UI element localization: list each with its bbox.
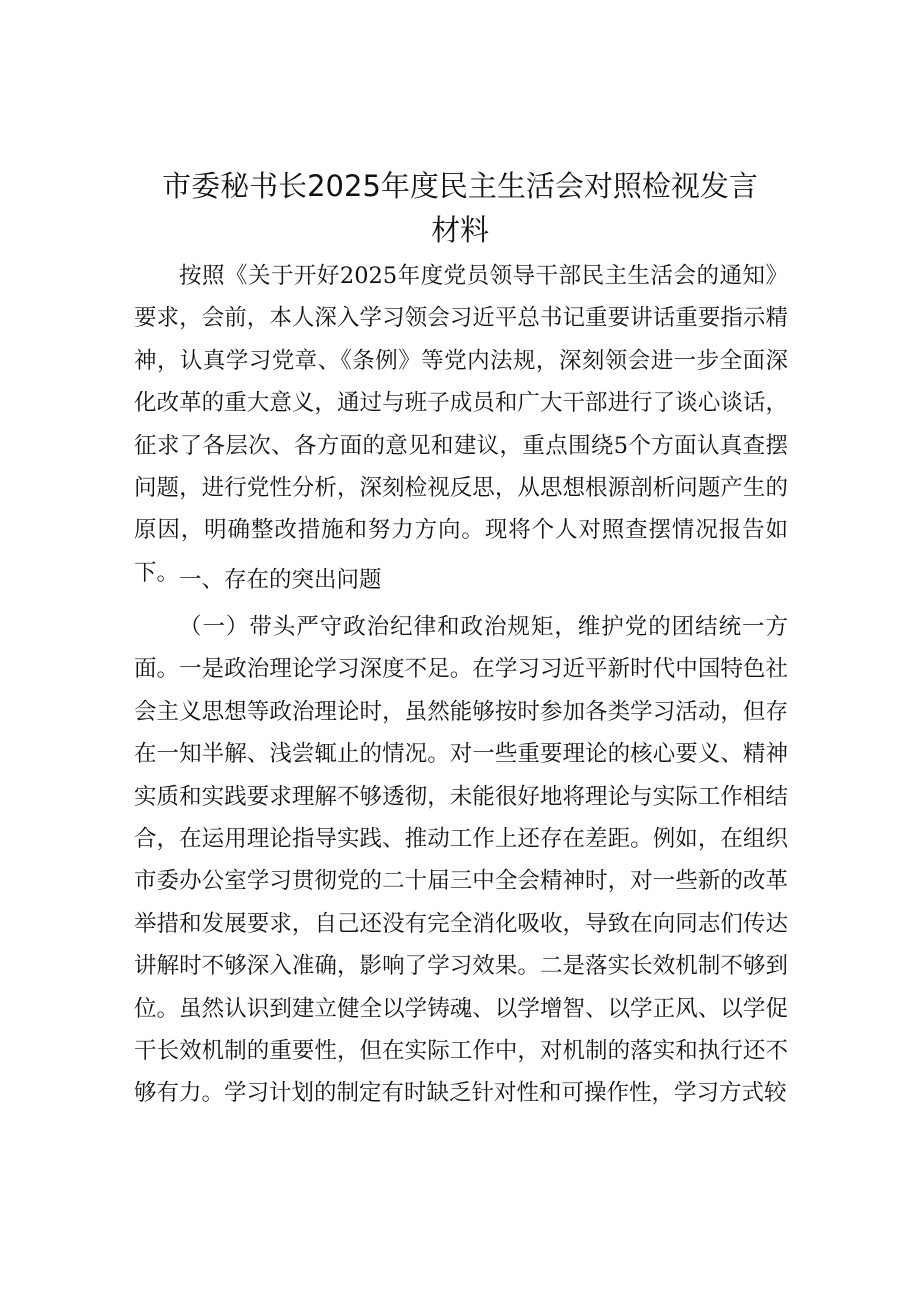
document-title-line-1: 市委秘书长2025年度民主生活会对照检视发言 — [162, 169, 758, 203]
body-paragraph: （一）带头严守政治纪律和政治规矩，维护党的团结统一方面。一是政治理论学习深度不足。在学习习近平新时代中国特色社会主义思想等政治理论时，虽然能够按时参加各类学习活动，但存在一知半解、浅尝辄止的情况。对一些重要理论的核心要义、精神实质和实践要求理解不够透彻，未能很好地将理论与实际工作相结合，在运用理论指导实践、推动工作上还存在差距。例如，在组织市委办公室学习贯彻党的二十届三中全会精神时，对一些新的改革举措和发展要求，自己还没有完全消化吸收，导致在向同志们传达讲解时不够深入准确，影响了学习效果。二是落实长效机制不够到位。虽然认识到建立健全以学铸魂、以学增智、以学正风、以学促干长效机制的重要性，但在实际工作中，对机制的落实和执行还不够有力。学习计划的制定有时缺乏针对性和可操作性，学习方式较 — [134, 614, 788, 1107]
document-title-line-2: 材料 — [430, 213, 489, 247]
section-heading: 一、存在的突出问题 — [179, 567, 382, 593]
intro-paragraph: 按照《关于开好2025年度党员领导干部民主生活会的通知》要求，会前，本人深入学习领会习近平总书记重要讲话重要指示精神，认真学习党章、《条例》等党内法规，深刻领会进一步全面深化改革的重大意义，通过与班子成员和广大干部进行了谈心谈话，征求了各层次、各方面的意见和建议，重点围绕5个方面认真查摆问题，进行党性分析，深刻检视反思，从思想根源剖析问题产生的原因，明确整改措施和努力方向。现将个人对照查摆情况报告如下。 — [134, 263, 788, 586]
